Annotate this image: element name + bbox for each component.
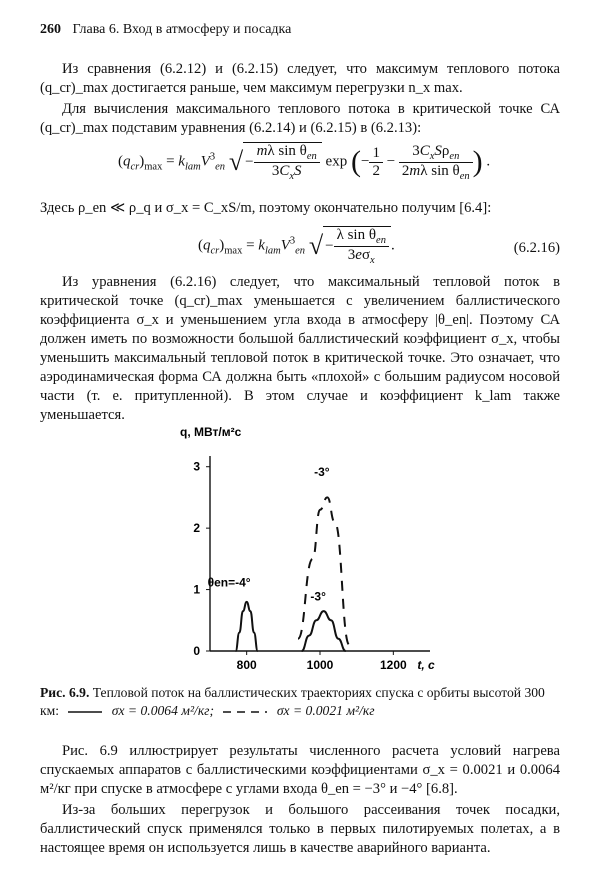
series-line-2 [298, 497, 349, 644]
paragraph-5: Рис. 6.9 иллюстрирует результаты численного расчета условий нагрева спускаемых аппаратов с баллистическими коэффициентами σ_x = 0.0021 и 0.0064 м²/кг при спуске в атмосфере с углами входа θ_en = −3° и −4° [6.8]. [40, 743, 560, 797]
figure-label: Рис. 6.9. [40, 685, 90, 700]
heat-flux-chart [180, 416, 440, 678]
equation-6-2-16: $(q_{cr})_{max} = k_{lam}V^3_{en}$ √ − $\frac{\lambda \sin \theta_{en}}{3e\sigma_x}$ . [198, 227, 395, 266]
solid-legend-text: σx = 0.0064 м²/кг; [111, 703, 215, 718]
series-line-0 [236, 602, 258, 651]
series-line-1 [302, 611, 346, 651]
y-tick-label: 2 [193, 521, 200, 536]
paragraph-4: Из уравнения (6.2.16) следует, что максимальный тепловой поток в критической точке (q_cr)_max уменьшается с увеличением баллистического коэффициента σ_x и уменьшением угла входа в атмосферу |θ_en|. Поэтому СА должен иметь по возможности большой баллистический коэффициент σ_x, чтобы уменьшить максимальный тепловой поток в критической точке. Это означает, что аэродинамическая форма СА должна быть «плохой» с большим радиусом носовой части (т. е. притупленной). В этом случае и коэффициент k_lam также уменьшается. [40, 274, 560, 423]
x-tick-label: 800 [236, 658, 257, 672]
curve-annotation: -3° [310, 589, 326, 604]
y-tick-label: 3 [193, 459, 200, 474]
paragraph-6: Из-за больших перегрузок и большого рассеивания точек посадки, баллистический спуск применялся только в первых пилотируемых полетах, а в настоящее время он используется лишь в качестве аварийного варианта. [40, 802, 560, 856]
x-tick-label: 1000 [306, 658, 334, 672]
y-tick-label: 0 [193, 644, 200, 658]
y-axis-label: q, МВт/м²с [180, 425, 242, 439]
page-header [40, 22, 291, 38]
figure-caption-text: Тепловой поток на баллистических траекториях спуска с орбиты высотой 300 км: [40, 685, 545, 718]
paragraph-1: Из сравнения (6.2.12) и (6.2.15) следует, что максимум теплового потока (q_cr)_max достигается раньше, чем максимум перегрузки n_x max. [40, 61, 560, 96]
paragraph-2: Для вычисления максимального теплового потока в критической точке СА (q_cr)_max подставим уравнения (6.2.14) и (6.2.15) в (6.2.13): [40, 101, 560, 136]
dashed-line-legend-icon [223, 708, 267, 716]
dashed-legend-text: σx = 0.0021 м²/кг [276, 703, 375, 718]
x-tick-label: 1200 [379, 658, 407, 672]
curve-annotation: -3° [314, 464, 330, 479]
figure-caption [40, 684, 560, 720]
chapter-title: Глава 6. Вход в атмосферу и посадка [72, 22, 292, 37]
page-number: 260 [40, 22, 61, 37]
paragraph-3: Здесь ρ_en ≪ ρ_q и σ_x = C_xS/m, поэтому окончательно получим [6.4]: [40, 200, 492, 216]
solid-line-legend-icon [68, 708, 102, 716]
y-tick-label: 1 [193, 582, 200, 597]
curve-annotation: θen=-4° [207, 575, 251, 590]
x-axis-label: t, с [417, 658, 435, 672]
equation-number: (6.2.16) [513, 240, 560, 256]
equation-qcr-max-full: $(q_{cr})_{max} = k_{lam}V^3_{en}$ √ − $\frac{m\lambda \sin \theta_{en}}{3C_xS}$ exp (− $\frac{1}{2}$ − $\frac{3C_xS\rho_{en}}{2m\lambda \sin \theta_{en}}$ ) . [118, 142, 491, 182]
